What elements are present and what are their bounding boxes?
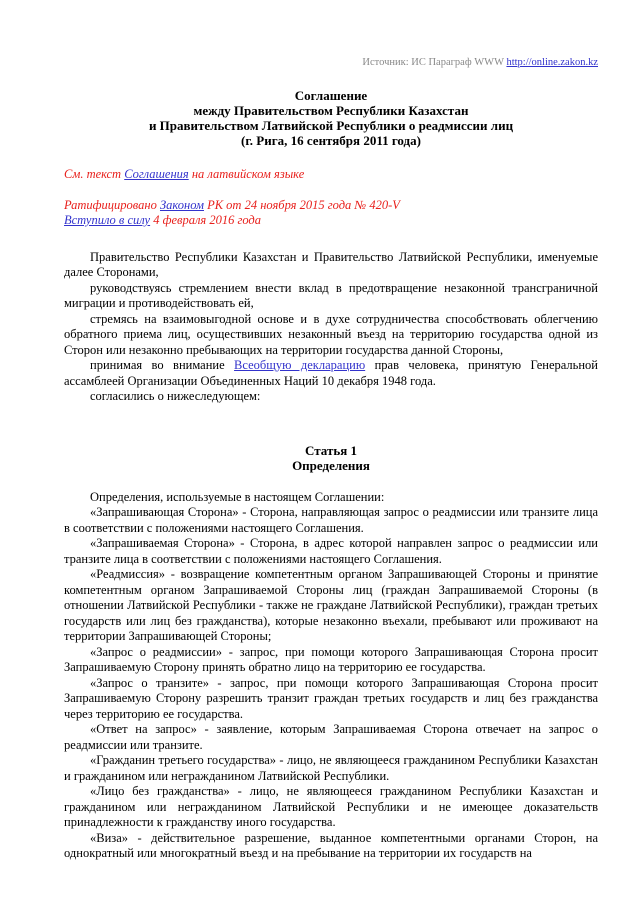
preamble [64,250,598,405]
article-1-title: Определения [292,458,370,473]
definition-readmission: «Реадмиссия» - возвращение компетентным органом Запрашивающей Стороны и принятие компетентным органом Запрашиваемой Стороны лиц (граждан Запрашиваемой Стороны (в отношении Латвийской Республики - также не граждане Латвийской Республики), граждан третьих государств или лиц без гражданства), которые незаконно въехали, пребывают или проживают на территории Запрашивающей Стороны; [64,567,598,643]
article-1-number: Статья 1 [305,442,357,458]
definition-third-state-citizen: «Гражданин третьего государства» - лицо, не являющееся гражданином Республики Казахстан и гражданином или негражданином Латвийской Республики. [64,753,598,783]
title-line-2: между Правительством Республики Казахстан [193,103,469,118]
title-line-1: Соглашение [294,88,368,103]
preamble-p4-suffix: прав человека, принятую Генеральной ассамблеей Организации Объединенных Наций 10 декабря 1948 года. [64,358,598,388]
document-title [64,88,598,148]
ratified-line [64,198,598,214]
definitions-intro: Определения, используемые в настоящем Соглашении: [90,489,385,504]
article-1-body [64,490,598,862]
source-label: Источник: ИС Параграф WWW [362,57,507,68]
in-force-suffix: 4 февраля 2016 года [150,213,262,227]
see-text-prefix: См. текст [64,167,125,181]
ratified-prefix: Ратифицировано [64,197,160,212]
ratification-notice [64,198,598,229]
title-line-4: (г. Рига, 16 сентября 2011 года) [241,133,421,148]
definition-requested-party: «Запрашиваемая Сторона» - Сторона, в адрес которой направлен запрос о реадмиссии или транзите лица в соответствии с положениями настоящего Соглашения. [64,536,598,566]
preamble-paragraph-1: Правительство Республики Казахстан и Правительство Латвийской Республики, именуемые далее Сторонами, [64,249,598,279]
preamble-paragraph-5: согласились о нижеследующем: [90,389,261,403]
in-force-link[interactable]: Вступило в силу [64,213,151,227]
definition-requesting-party: «Запрашивающая Сторона» - Сторона, направляющая запрос о реадмиссии или транзите лица в соответствии с положениями настоящего Соглашения. [64,505,598,535]
ratification-law-link[interactable]: Законом [159,197,204,212]
definition-transit-request: «Запрос о транзите» - запрос, при помощи которого Запрашивающая Сторона просит Запрашиваемую Сторону разрешить транзит граждан третьих государств и лиц без гражданства через территорию ее государства. [64,675,598,721]
article-1-heading [64,443,598,474]
source-line [64,56,598,69]
source-url-link[interactable]: http://online.zakon.kz [506,57,598,68]
see-text-suffix: на латвийском языке [188,167,305,181]
preamble-paragraph-3: стремясь на взаимовыгодной основе и в духе сотрудничества способствовать облегчению обратного приема лиц, осуществивших незаконный въезд на территорию государства одной из Сторон или незаконно пребывающих на территории государства данной Стороны, [64,311,598,357]
in-force-line [64,213,598,229]
agreement-latvian-link[interactable]: Соглашения [124,167,189,181]
preamble-paragraph-2: руководствуясь стремлением внести вклад в предотвращение незаконной трансграничной миграции и противодействовать ей, [64,280,598,310]
ratified-suffix: РК от 24 ноября 2015 года № 420-V [204,197,400,212]
definition-stateless-person: «Лицо без гражданства» - лицо, не являющееся гражданином Республики Казахстан и гражданином или негражданином Латвийской Республики и не имеющее доказательств принадлежности к гражданству иного государства. [64,784,598,829]
preamble-paragraph-4 [64,358,598,389]
universal-declaration-link[interactable]: Всеобщую декларацию [234,358,366,372]
see-text-notice [64,167,598,183]
title-line-3: и Правительством Латвийской Республики о реадмиссии лиц [148,118,514,133]
preamble-p4-prefix: принимая во внимание [90,358,235,372]
definition-request-reply: «Ответ на запрос» - заявление, которым Запрашиваемая Сторона отвечает на запрос о реадмиссии или транзите. [64,722,598,752]
definition-readmission-request: «Запрос о реадмиссии» - запрос, при помощи которого Запрашивающая Сторона просит Запрашиваемую Сторону принять обратно лицо на территорию ее государства. [64,644,598,674]
definition-visa: «Виза» - действительное разрешение, выданное компетентными органами Сторон, на однократный или многократный въезд и на пребывание на территории их государств на [64,830,598,860]
